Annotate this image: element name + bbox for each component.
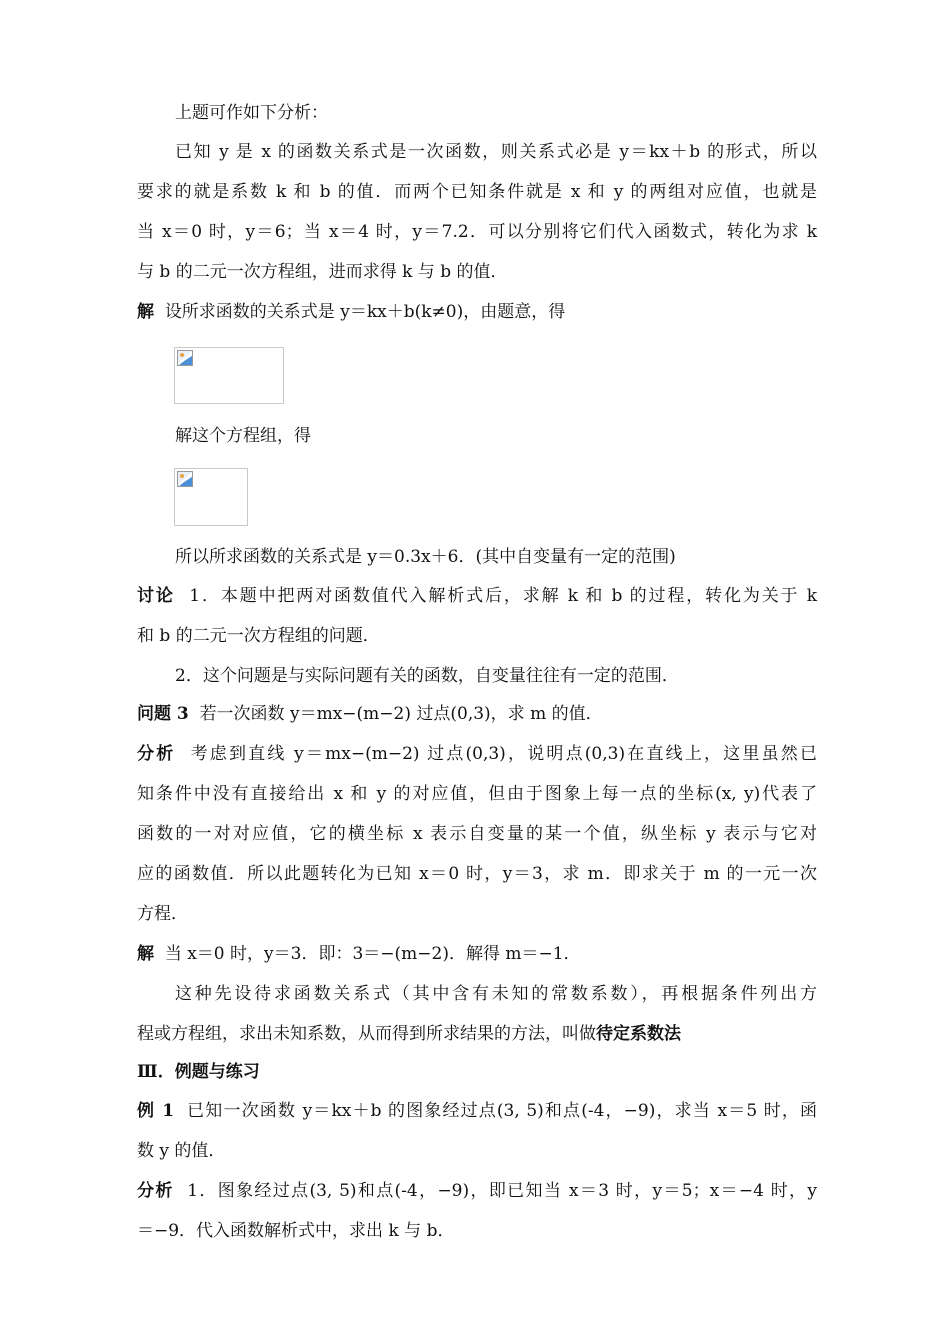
text-line: 要求的就是系数 k 和 b 的值．而两个已知条件就是 x 和 y 的两组对应值，也就是: [137, 182, 817, 202]
solution-label: 解: [137, 944, 154, 964]
text-line: 上题可作如下分析：: [175, 103, 328, 123]
key-term: 待定系数法: [596, 1024, 681, 1044]
section-heading: Ⅲ．例题与练习: [137, 1062, 260, 1082]
analysis-label: 分析: [137, 744, 176, 764]
text-line: 当 x＝0 时，y＝6；当 x＝4 时，y＝7.2．可以分别将它们代入函数式，转化为求 k: [137, 222, 817, 242]
text-line: 和 b 的二元一次方程组的问题．: [137, 626, 380, 646]
solution-text: 当 x＝0 时，y＝3．即：3＝−(m−2)．解得 m＝−1．: [164, 944, 581, 964]
problem-text: 若一次函数 y＝mx−(m−2) 过点(0,3)，求 m 的值．: [199, 704, 603, 724]
analysis-line: [137, 742, 817, 766]
text-line: 所以所求函数的关系式是 y＝0.3x＋6．(其中自变量有一定的范围): [175, 547, 676, 567]
definition-line: [137, 1022, 817, 1046]
broken-image-icon: [177, 350, 193, 366]
solution-text: 设所求函数的关系式是 y＝kx＋b(k≠0)，由题意，得: [164, 302, 566, 322]
broken-image-icon: [177, 471, 193, 487]
solution-line: [137, 942, 817, 966]
solution-line: [137, 300, 817, 324]
text-line: 这种先设待求函数关系式（其中含有未知的常数系数），再根据条件列出方: [175, 984, 817, 1004]
solution-result-image: [174, 468, 248, 526]
text-line: 解这个方程组，得: [175, 426, 311, 446]
text-line: 已知 y 是 x 的函数关系式是一次函数，则关系式必是 y＝kx＋b 的形式，所以: [175, 142, 817, 162]
text-line: 知条件中没有直接给出 x 和 y 的对应值，但由于图象上每一点的坐标(x, y)代表了: [137, 784, 817, 804]
text-line: 函数的一对对应值，它的横坐标 x 表示自变量的某一个值，纵坐标 y 表示与它对: [137, 824, 817, 844]
text-line: 数 y 的值．: [137, 1141, 226, 1161]
text-line: 方程．: [137, 904, 188, 924]
text-line: 2．这个问题是与实际问题有关的函数，自变量往往有一定的范围．: [175, 666, 679, 686]
discussion-text: 1．本题中把两对函数值代入解析式后，求解 k 和 b 的过程，转化为关于 k: [189, 586, 818, 606]
text-line: 应的函数值．所以此题转化为已知 x＝0 时，y＝3，求 m．即求关于 m 的一元一次: [137, 864, 817, 884]
example-text: 已知一次函数 y＝kx＋b 的图象经过点(3, 5)和点(-4，−9)，求当 x＝5 时，函: [187, 1101, 818, 1121]
analysis-label: 分析: [137, 1181, 174, 1201]
problem-line: [137, 702, 817, 726]
text-line: 与 b 的二元一次方程组，进而求得 k 与 b 的值．: [137, 262, 508, 282]
definition-text: 程或方程组，求出未知系数，从而得到所求结果的方法，叫做: [137, 1024, 596, 1044]
analysis-text: 1．图象经过点(3, 5)和点(-4，−9)，即已知当 x＝3 时，y＝5；x＝−4 时，y: [187, 1181, 818, 1201]
text-line: ＝−9．代入函数解析式中，求出 k 与 b．: [137, 1221, 455, 1241]
solution-label: 解: [137, 302, 154, 322]
example-label: 例 1: [137, 1101, 175, 1121]
discussion-label: 讨论: [137, 586, 175, 606]
analysis-text: 考虑到直线 y＝mx−(m−2) 过点(0,3)，说明点(0,3)在直线上，这里虽然已: [190, 744, 817, 764]
problem-label: 问题 3: [137, 704, 189, 724]
discussion-line: [137, 584, 817, 608]
equation-system-image: [174, 347, 284, 404]
example-line: [137, 1099, 817, 1123]
analysis-line: [137, 1179, 817, 1203]
